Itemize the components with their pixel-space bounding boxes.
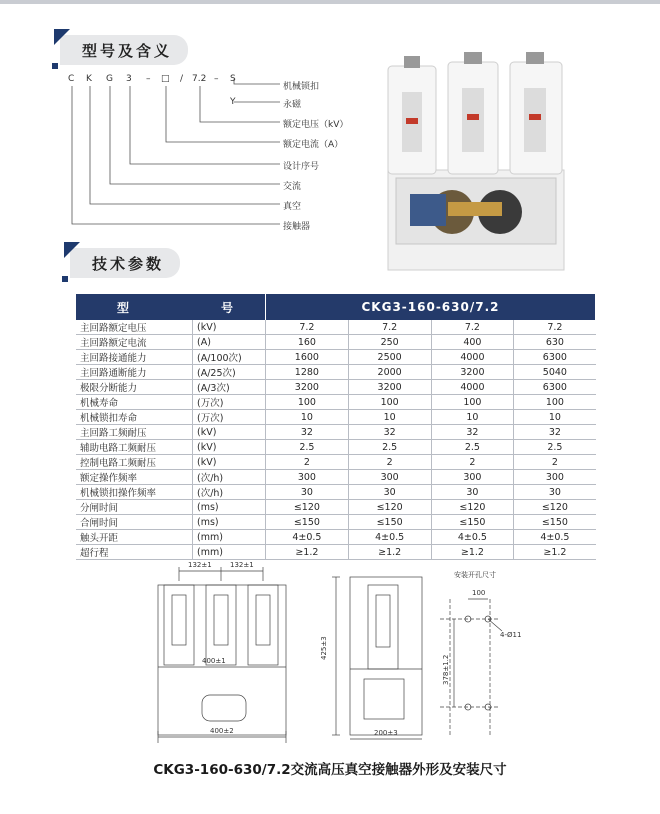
param-value: 100: [514, 395, 596, 410]
param-value: 4000: [431, 380, 514, 395]
param-name: 极限分断能力: [76, 380, 193, 395]
label-vacuum: 真空: [283, 202, 302, 212]
param-value: 2: [348, 455, 431, 470]
table-row: [76, 455, 596, 470]
model-meaning-title: 型号及含义: [82, 41, 173, 60]
dim-side-height: 425±3: [320, 636, 328, 660]
param-value: 400: [431, 335, 514, 350]
tech-params-title: 技术参数: [92, 254, 165, 273]
param-name: 触头开距: [76, 530, 193, 545]
model-code-leader-lines: [68, 74, 368, 244]
dim-front-top-a: 132±1: [188, 561, 212, 569]
param-value: 6300: [514, 380, 596, 395]
table-row: [76, 530, 596, 545]
param-value: 250: [348, 335, 431, 350]
param-value: ≤150: [266, 515, 349, 530]
param-value: ≤150: [348, 515, 431, 530]
param-unit: (A/25次): [193, 365, 266, 380]
param-unit: (A): [193, 335, 266, 350]
param-name: 机械锁扣寿命: [76, 410, 193, 425]
param-value: ≤120: [348, 500, 431, 515]
param-value: 3200: [348, 380, 431, 395]
param-value: ≤120: [514, 500, 596, 515]
code-char-dash-2: –: [214, 74, 219, 84]
param-value: 1600: [266, 350, 349, 365]
param-name: 合闸时间: [76, 515, 193, 530]
section-title-params: [70, 248, 180, 278]
param-value: 30: [514, 485, 596, 500]
table-row: [76, 395, 596, 410]
table-row: [76, 500, 596, 515]
param-value: 300: [266, 470, 349, 485]
table-row: [76, 425, 596, 440]
param-unit: (A/100次): [193, 350, 266, 365]
param-value: 2: [514, 455, 596, 470]
code-char-voltage: 7.2: [192, 74, 207, 84]
param-value: 4±0.5: [431, 530, 514, 545]
param-value: 630: [514, 335, 596, 350]
param-value: ≤150: [431, 515, 514, 530]
param-name: 辅助电路工频耐压: [76, 440, 193, 455]
param-value: 1280: [266, 365, 349, 380]
code-char-slash: /: [180, 74, 184, 84]
param-value: 30: [266, 485, 349, 500]
param-unit: (kV): [193, 440, 266, 455]
badge-dot-decoration: [62, 276, 68, 282]
param-unit: (A/3次): [193, 380, 266, 395]
header-label-a: 型: [117, 300, 131, 315]
mount-holes-title: 安装开孔尺寸: [454, 571, 496, 579]
label-rated-voltage: 额定电压（kV）: [283, 120, 349, 130]
param-name: 机械锁扣操作频率: [76, 485, 193, 500]
param-name: 额定操作频率: [76, 470, 193, 485]
param-value: 7.2: [514, 320, 596, 335]
table-row: [76, 350, 596, 365]
param-unit: (万次): [193, 410, 266, 425]
param-value: 4±0.5: [348, 530, 431, 545]
param-value: 7.2: [266, 320, 349, 335]
param-value: 100: [431, 395, 514, 410]
param-value: ≤120: [266, 500, 349, 515]
table-row: [76, 485, 596, 500]
param-value: ≥1.2: [348, 545, 431, 560]
param-value: 160: [266, 335, 349, 350]
param-unit: (mm): [193, 545, 266, 560]
param-value: 4±0.5: [266, 530, 349, 545]
param-value: 32: [266, 425, 349, 440]
param-value: 3200: [431, 365, 514, 380]
param-value: 4±0.5: [514, 530, 596, 545]
param-value: ≥1.2: [266, 545, 349, 560]
param-unit: (次/h): [193, 470, 266, 485]
header-model-value: CKG3-160-630/7.2: [266, 294, 596, 320]
param-value: 2: [266, 455, 349, 470]
param-value: 7.2: [431, 320, 514, 335]
param-unit: (kV): [193, 425, 266, 440]
badge-corner-decoration: [54, 29, 70, 45]
table-row: [76, 470, 596, 485]
label-design-serial: 设计序号: [283, 162, 320, 172]
product-photo: [382, 52, 570, 274]
dim-front-mid: 400±1: [202, 657, 226, 665]
table-row: [76, 380, 596, 395]
badge-dot-decoration: [52, 63, 58, 69]
table-row: [76, 335, 596, 350]
label-rated-current: 额定电流（A）: [283, 140, 344, 150]
param-value: 7.2: [348, 320, 431, 335]
param-value: 300: [431, 470, 514, 485]
top-border: [0, 0, 660, 4]
param-name: 分闸时间: [76, 500, 193, 515]
param-value: 2: [431, 455, 514, 470]
section-title-model: [60, 35, 188, 65]
param-value: 30: [348, 485, 431, 500]
param-unit: (kV): [193, 455, 266, 470]
dim-mount-height: 378±1.2: [442, 654, 450, 685]
label-contactor: 接触器: [283, 222, 311, 232]
label-ac: 交流: [283, 182, 302, 192]
param-name: 主回路工频耐压: [76, 425, 193, 440]
param-value: 300: [348, 470, 431, 485]
param-value: 10: [431, 410, 514, 425]
param-value: 100: [266, 395, 349, 410]
label-mechanical-latch: 机械锁扣: [283, 82, 320, 92]
table-row: [76, 320, 596, 335]
param-value: 30: [431, 485, 514, 500]
label-permanent-magnet: 永磁: [283, 100, 302, 110]
code-char-3: 3: [126, 74, 132, 84]
param-value: 5040: [514, 365, 596, 380]
header-label-b: 号: [220, 300, 234, 315]
param-value: 2.5: [348, 440, 431, 455]
param-value: 6300: [514, 350, 596, 365]
param-unit: (ms): [193, 515, 266, 530]
param-value: 32: [514, 425, 596, 440]
dim-side-bottom: 200±3: [374, 729, 398, 737]
param-name: 主回路通断能力: [76, 365, 193, 380]
param-name: 控制电路工频耐压: [76, 455, 193, 470]
dim-mount-width: 100: [472, 589, 486, 597]
table-row: [76, 440, 596, 455]
code-char-y: Y: [230, 97, 236, 107]
parameter-table: [76, 294, 596, 560]
dim-front-top-b: 132±1: [230, 561, 254, 569]
param-value: 4000: [431, 350, 514, 365]
param-value: ≥1.2: [431, 545, 514, 560]
param-name: 机械寿命: [76, 395, 193, 410]
param-value: 2.5: [514, 440, 596, 455]
tech-params-badge: [70, 248, 180, 278]
code-char-dash-1: –: [146, 74, 151, 84]
param-value: ≥1.2: [514, 545, 596, 560]
table-row: [76, 515, 596, 530]
table-row: [76, 365, 596, 380]
model-code-diagram: [68, 74, 368, 244]
param-value: ≤150: [514, 515, 596, 530]
param-name: 主回路接通能力: [76, 350, 193, 365]
param-value: 2500: [348, 350, 431, 365]
param-value: ≤120: [431, 500, 514, 515]
code-char-s: S: [230, 74, 236, 84]
param-value: 3200: [266, 380, 349, 395]
param-unit: (次/h): [193, 485, 266, 500]
dim-mount-holes: 4-Ø11: [500, 631, 522, 639]
figure-caption: CKG3-160-630/7.2交流高压真空接触器外形及安装尺寸: [153, 762, 507, 778]
param-value: 2.5: [431, 440, 514, 455]
param-name: 超行程: [76, 545, 193, 560]
param-value: 10: [266, 410, 349, 425]
header-model-label: [76, 294, 266, 320]
model-meaning-badge: [60, 35, 188, 65]
param-unit: (mm): [193, 530, 266, 545]
param-unit: (万次): [193, 395, 266, 410]
side-view-drawing: [332, 577, 422, 739]
dim-front-bottom: 400±2: [210, 727, 234, 735]
code-char-k: K: [86, 74, 92, 84]
param-name: 主回路额定电压: [76, 320, 193, 335]
code-char-c: C: [68, 74, 75, 84]
dimension-drawings: [150, 555, 610, 745]
param-value: 32: [348, 425, 431, 440]
param-value: 10: [348, 410, 431, 425]
code-char-g: G: [106, 74, 113, 84]
table-body: [76, 320, 596, 560]
param-value: 100: [348, 395, 431, 410]
param-value: 2000: [348, 365, 431, 380]
param-value: 32: [431, 425, 514, 440]
code-char-box: □: [161, 74, 170, 84]
badge-corner-decoration: [64, 242, 80, 258]
param-name: 主回路额定电流: [76, 335, 193, 350]
param-value: 2.5: [266, 440, 349, 455]
param-unit: (ms): [193, 500, 266, 515]
table-row: [76, 410, 596, 425]
param-unit: (kV): [193, 320, 266, 335]
param-value: 300: [514, 470, 596, 485]
param-value: 10: [514, 410, 596, 425]
table-header-row: [76, 294, 596, 320]
front-view-drawing: [158, 567, 286, 743]
